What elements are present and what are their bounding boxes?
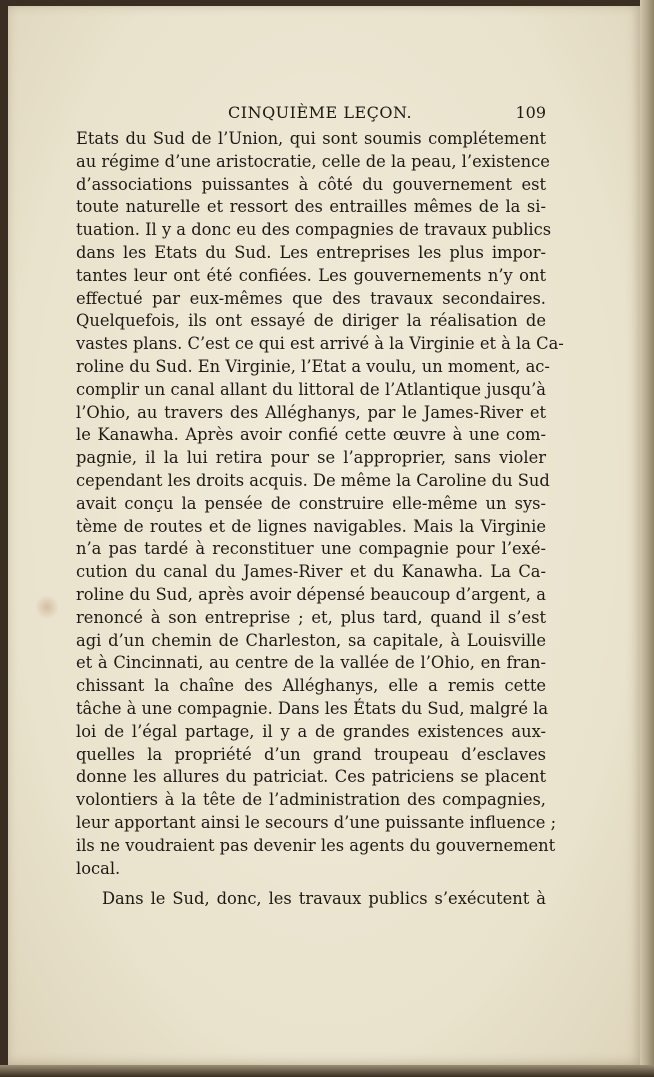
text-line: avait conçu la pensée de construire elle-même un sys-: [76, 493, 546, 513]
text-line: donne les allures du patriciat. Ces patriciens se placent: [76, 767, 546, 787]
paragraph: [76, 888, 546, 911]
text-line: cependant les droits acquis. De même la Caroline du Sud: [76, 470, 550, 490]
text-line: leur apportant ainsi le secours d’une puissante influence ;: [76, 812, 557, 832]
text-line: vastes plans. C’est ce qui est arrivé à la Virginie et à la Ca-: [76, 334, 564, 354]
text-line: tantes leur ont été confiées. Les gouvernements n’y ont: [76, 265, 546, 285]
text-line: local.: [76, 858, 121, 878]
paper-stain: [36, 594, 58, 620]
text-line: loi de l’égal partage, il y a de grandes existences aux-: [76, 721, 546, 741]
text-line: tuation. Il y a donc eu des compagnies de travaux publics: [76, 220, 552, 240]
text-line: d’associations puissantes à côté du gouvernement est: [76, 174, 546, 194]
text-line: roline du Sud. En Virginie, l’Etat a voulu, un moment, ac-: [76, 356, 550, 376]
text-line: l’Ohio, au travers des Alléghanys, par le James-River et: [76, 402, 546, 422]
text-line: agi d’un chemin de Charleston, sa capitale, à Louisville: [76, 630, 546, 650]
text-line: tâche à une compagnie. Dans les États du Sud, malgré la: [76, 698, 549, 718]
page-number: 109: [515, 103, 546, 122]
text-line: effectué par eux-mêmes que des travaux secondaires.: [76, 288, 546, 308]
text-line: le Kanawha. Après avoir confié cette œuvre à une com-: [76, 425, 546, 445]
text-line: au régime d’une aristocratie, celle de la peau, l’existence: [76, 151, 550, 171]
text-line: Dans le Sud, donc, les travaux publics s’exécutent à: [102, 889, 546, 909]
paragraph-gap: [76, 880, 546, 888]
text-line: et à Cincinnati, au centre de la vallée de l’Ohio, en fran-: [76, 653, 546, 673]
text-line: dans les Etats du Sud. Les entreprises les plus impor-: [76, 242, 546, 262]
text-line: complir un canal allant du littoral de l’Atlantique jusqu’à: [76, 379, 546, 399]
text-line: cution du canal du James-River et du Kanawha. La Ca-: [76, 562, 546, 582]
text-line: chissant la chaîne des Alléghanys, elle a remis cette: [76, 676, 546, 696]
text-line: pagnie, il la lui retira pour se l’approprier, sans violer: [76, 448, 546, 468]
page-edge-bottom: [0, 1065, 654, 1077]
text-line: Quelquefois, ils ont essayé de diriger la réalisation de: [76, 311, 546, 331]
text-line: volontiers à la tête de l’administration des compagnies,: [76, 790, 546, 810]
body-text: [76, 128, 564, 911]
text-line: roline du Sud, après avoir dépensé beaucoup d’argent, a: [76, 584, 546, 604]
text-line: ils ne voudraient pas devenir les agents du gouvernement: [76, 835, 556, 855]
text-line: n’a pas tardé à reconstituer une compagnie pour l’exé-: [76, 539, 546, 559]
paragraph: [76, 128, 564, 880]
text-line: renoncé à son entreprise ; et, plus tard, quand il s’est: [76, 607, 546, 627]
running-header: [76, 103, 546, 127]
text-line: Etats du Sud de l’Union, qui sont soumis complétement: [76, 129, 546, 148]
text-line: toute naturelle et ressort des entrailles mêmes de la si-: [76, 197, 546, 217]
page-edge-right: [640, 0, 654, 1077]
running-title: CINQUIÈME LEÇON.: [228, 103, 413, 122]
text-line: tème de routes et de lignes navigables. Mais la Virginie: [76, 516, 546, 536]
text-line: quelles la propriété d’un grand troupeau d’esclaves: [76, 744, 546, 764]
